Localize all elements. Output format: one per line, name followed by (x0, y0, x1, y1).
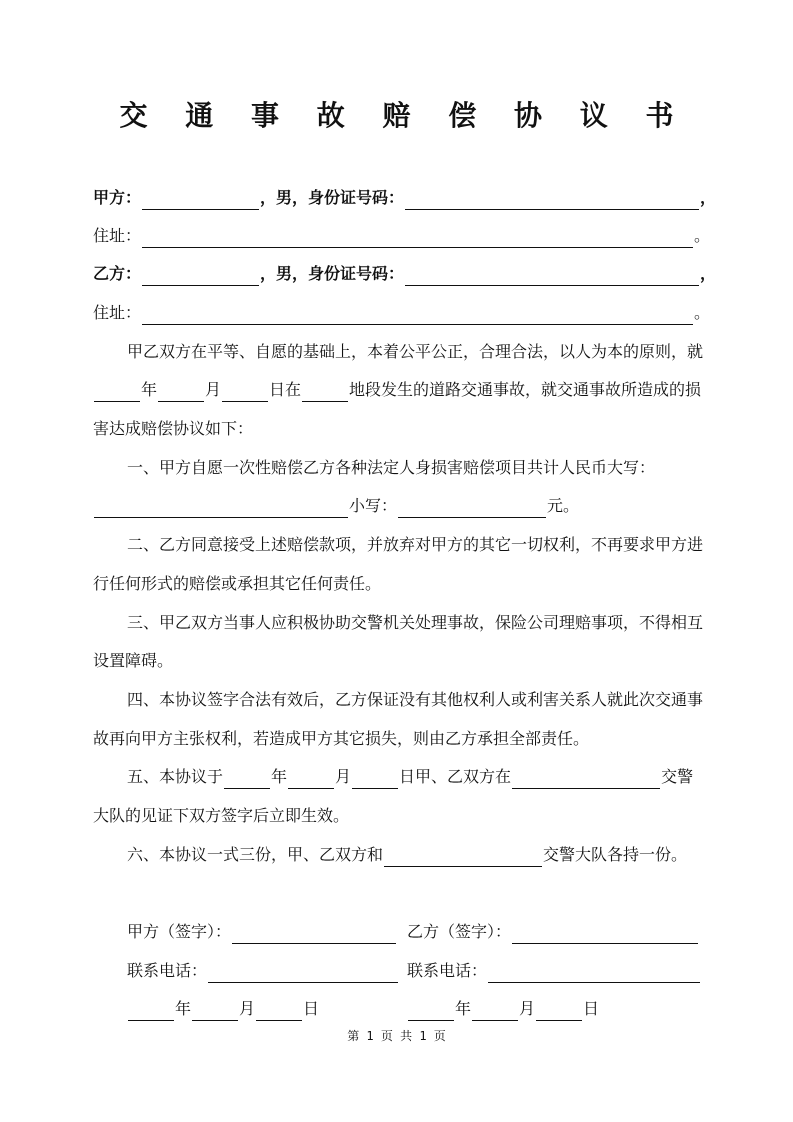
intro-line-2 (93, 378, 701, 402)
amount-uppercase-blank[interactable] (94, 498, 348, 518)
clause-4-line-2: 故再向甲方主张权利，若造成甲方其它损失，则由乙方承担全部责任。 (93, 729, 590, 748)
party-a-phone-blank[interactable] (208, 963, 398, 983)
party-b-day-blank[interactable] (536, 1001, 582, 1021)
intro-year-label: 年 (141, 380, 158, 399)
intro-line-2-text: 地段发生的道路交通事故，就交通事故所造成的损 (349, 380, 702, 399)
party-a-address-blank[interactable] (142, 228, 693, 248)
party-a-name-blank[interactable] (142, 190, 259, 210)
intro-line-3: 害达成赔偿协议如下： (93, 419, 254, 438)
party-b-id-blank[interactable] (405, 266, 699, 286)
party-b-name-blank[interactable] (142, 266, 259, 286)
party-a-address-label: 住址： (93, 226, 142, 245)
party-a-address-line (93, 224, 710, 248)
party-b-month-blank[interactable] (472, 1001, 518, 1021)
party-b-signature-line (407, 920, 699, 944)
party-b-address-line (93, 301, 710, 325)
amount-lowercase-blank[interactable] (398, 498, 546, 518)
party-a-date-line (127, 997, 319, 1021)
party-b-year-blank[interactable] (408, 1001, 454, 1021)
party-b-gender-label: ，男，身份证号码： (260, 264, 405, 283)
clause-6-suffix: 交警大队各持一份。 (543, 845, 688, 864)
clause-5-month-label: 月 (335, 767, 352, 786)
party-b-end: ， (700, 264, 717, 283)
party-b-signature-blank[interactable] (512, 924, 698, 944)
party-a-day-label: 日 (303, 999, 320, 1018)
page-footer: 第 1 页 共 1 页 (347, 1029, 446, 1043)
party-a-signature-blank[interactable] (232, 924, 396, 944)
party-b-line (93, 262, 716, 286)
party-a-day-blank[interactable] (256, 1001, 302, 1021)
party-a-year-blank[interactable] (128, 1001, 174, 1021)
clause-5-day-blank[interactable] (352, 769, 398, 789)
party-a-address-end: 。 (694, 226, 711, 245)
party-b-signature-label: 乙方（签字）： (407, 922, 512, 941)
clause-1-line-1: 一、甲方自愿一次性赔偿乙方各种法定人身损害赔偿项目共计人民币大写： (127, 458, 656, 477)
party-b-address-blank[interactable] (142, 305, 693, 325)
clause-2-line-1: 二、乙方同意接受上述赔偿款项，并放弃对甲方的其它一切权利，不再要求甲方进 (127, 535, 704, 554)
clause-5-suffix: 交警 (661, 767, 694, 786)
clause-6-prefix: 六、本协议一式三份，甲、乙双方和 (127, 845, 384, 864)
party-b-month-label: 月 (519, 999, 536, 1018)
party-b-phone-line (407, 959, 701, 983)
party-a-label: 甲方： (93, 188, 142, 207)
party-b-address-label: 住址： (93, 303, 142, 322)
clause-5-line-1 (127, 765, 693, 789)
intro-day-label: 日在 (269, 380, 302, 399)
clause-5-police-blank[interactable] (512, 769, 660, 789)
intro-day-blank[interactable] (222, 382, 268, 402)
intro-line-1: 甲乙双方在平等、自愿的基础上，本着公平公正，合理合法，以人为本的原则，就 (127, 342, 704, 361)
intro-month-blank[interactable] (158, 382, 204, 402)
party-b-label: 乙方： (93, 264, 142, 283)
party-b-phone-blank[interactable] (488, 963, 700, 983)
clause-5-year-label: 年 (271, 767, 288, 786)
clause-5-day-label: 日甲、乙双方在 (399, 767, 512, 786)
party-a-signature-line (127, 920, 397, 944)
party-b-phone-label: 联系电话： (407, 961, 488, 980)
party-a-signature-label: 甲方（签字）： (127, 922, 232, 941)
clause-5-year-blank[interactable] (224, 769, 270, 789)
clause-5-prefix: 五、本协议于 (127, 767, 224, 786)
intro-location-blank[interactable] (302, 382, 348, 402)
amount-small-label: 小写： (349, 496, 398, 515)
party-b-day-label: 日 (583, 999, 600, 1018)
party-b-year-label: 年 (455, 999, 472, 1018)
clause-2-line-2: 行任何形式的赔偿或承担其它任何责任。 (93, 574, 382, 593)
party-a-gender-label: ，男，身份证号码： (260, 188, 405, 207)
party-a-phone-label: 联系电话： (127, 961, 208, 980)
intro-year-blank[interactable] (94, 382, 140, 402)
intro-month-label: 月 (205, 380, 222, 399)
clause-4-line-1: 四、本协议签字合法有效后，乙方保证没有其他权利人或利害关系人就此次交通事 (127, 690, 704, 709)
party-a-month-blank[interactable] (192, 1001, 238, 1021)
party-a-id-blank[interactable] (405, 190, 699, 210)
clause-6-line-1 (127, 843, 687, 867)
party-b-address-end: 。 (694, 303, 711, 322)
party-a-year-label: 年 (175, 999, 192, 1018)
amount-yuan-label: 元。 (547, 496, 580, 515)
document-title: 交 通 事 故 赔 偿 协 议 书 (119, 99, 688, 132)
clause-6-police-blank[interactable] (384, 847, 542, 867)
clause-5-month-blank[interactable] (288, 769, 334, 789)
party-b-date-line (407, 997, 599, 1021)
clause-1-line-2 (93, 494, 579, 518)
clause-5-line-2: 大队的见证下双方签字后立即生效。 (93, 806, 350, 825)
party-a-phone-line (127, 959, 399, 983)
clause-3-line-2: 设置障碍。 (93, 651, 174, 670)
party-a-line (93, 186, 716, 210)
clause-3-line-1: 三、甲乙双方当事人应积极协助交警机关处理事故，保险公司理赔事项，不得相互 (127, 613, 704, 632)
party-a-month-label: 月 (239, 999, 256, 1018)
party-a-end: ， (700, 188, 717, 207)
